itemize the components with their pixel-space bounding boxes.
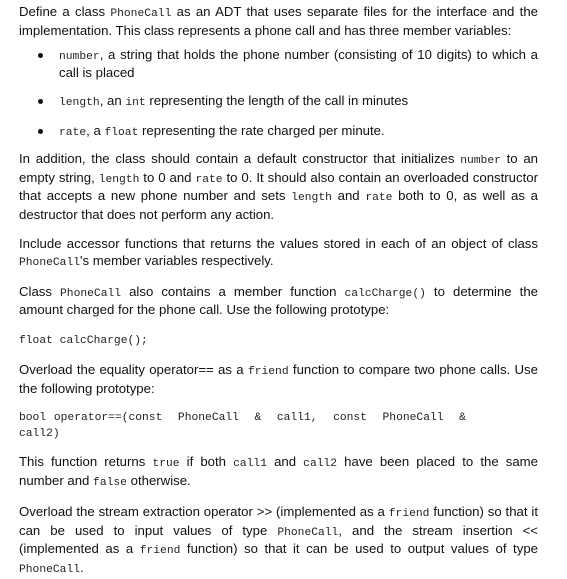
- text-run: , a: [86, 122, 105, 138]
- accessor-paragraph: [19, 236, 538, 272]
- text-run: representing the length of the call in minutes: [145, 93, 409, 109]
- code-phonecall: PhoneCall: [19, 256, 81, 269]
- text-run: to 0. It should also contain an overloaded constructor that accepts a new phone number and sets: [19, 169, 538, 204]
- bullet-icon: [38, 99, 43, 104]
- text-run: .: [80, 560, 84, 576]
- code-true: true: [152, 458, 180, 471]
- text-run: Class: [19, 283, 61, 299]
- text-run: to determine the amount charged for the phone call. Use the following prototype:: [19, 283, 539, 318]
- code-friend: friend: [247, 365, 289, 378]
- text-run: 's member variables respectively.: [80, 252, 274, 268]
- text-run: Overload the stream extraction operator >> (implemented as a: [19, 503, 389, 519]
- calccharge-prototype: [19, 331, 538, 350]
- text-run: , a string that holds the phone number (consisting of 10 digits) to which a call is placed: [59, 46, 538, 81]
- code-length: length: [59, 97, 100, 110]
- code-call1: call1: [233, 458, 267, 471]
- assignment-document: [19, 4, 538, 579]
- code-rate: rate: [59, 126, 87, 139]
- text-run: function) so that it can be used to output values of type: [180, 541, 538, 557]
- calccharge-paragraph: [19, 284, 538, 320]
- text-run: to 0 and: [139, 169, 196, 185]
- text-run: representing the rate charged per minute.: [138, 122, 385, 138]
- code-phonecall: PhoneCall: [60, 287, 122, 300]
- text-run: have been placed to the same number and: [19, 454, 538, 488]
- code-line: float calcCharge();: [19, 335, 148, 348]
- text-run: function) so that it can be used to input values of type: [19, 503, 539, 538]
- text-run: also contains a member function: [121, 283, 345, 299]
- text-run: , an: [99, 93, 126, 109]
- code-rate: rate: [195, 173, 223, 186]
- code-call2: call2: [303, 458, 338, 471]
- list-item-number: [19, 47, 538, 83]
- text-run: , and the stream insertion << (implemented as a: [19, 522, 538, 557]
- stream-operators-paragraph: [19, 504, 538, 579]
- code-rate: rate: [365, 192, 393, 205]
- code-phonecall: PhoneCall: [110, 8, 172, 20]
- text-run: Include accessor functions that returns the values stored in each of an object of class: [19, 235, 538, 251]
- member-variables-list: [19, 47, 538, 142]
- text-run: Overload the equality operator== as a: [19, 361, 248, 377]
- text-run: and: [266, 454, 304, 470]
- text-run: to an empty string,: [19, 150, 538, 185]
- code-false: false: [93, 476, 127, 489]
- code-phonecall: PhoneCall: [19, 564, 81, 577]
- text-run: both to 0, as well as a destructor that does not perform any action.: [19, 188, 538, 223]
- text-run: In addition, the class should contain a default constructor that initializes: [19, 150, 461, 166]
- intro-paragraph: [19, 4, 538, 40]
- code-calccharge: calcCharge(): [344, 287, 426, 300]
- text-run: and: [331, 188, 366, 204]
- code-friend: friend: [388, 507, 430, 520]
- text-run: as an ADT that uses separate files for the interface and the implementation. This class represents a phone call and has three member variables:: [19, 4, 538, 38]
- code-line: call2): [19, 428, 60, 441]
- code-length: length: [291, 192, 332, 205]
- text-run: Define a class: [19, 4, 111, 19]
- code-length: length: [98, 173, 140, 186]
- list-item-length: [19, 93, 538, 112]
- bullet-icon: [38, 53, 43, 58]
- equality-paragraph: [19, 362, 538, 398]
- code-float: float: [104, 126, 139, 139]
- code-number: number: [460, 154, 501, 167]
- returns-paragraph: [19, 454, 538, 492]
- text-run: if both: [179, 454, 234, 470]
- bullet-icon: [38, 129, 43, 134]
- code-line: bool operator==(const PhoneCall & call1, const PhoneCall &: [19, 411, 466, 424]
- code-phonecall: PhoneCall: [277, 526, 339, 539]
- code-friend: friend: [139, 545, 181, 558]
- code-int: int: [125, 97, 146, 110]
- equality-prototype: [19, 410, 538, 444]
- code-number: number: [59, 50, 100, 63]
- text-run: This function returns: [19, 454, 153, 470]
- constructor-paragraph: [19, 151, 538, 224]
- text-run: function to compare two phone calls. Use the following prototype:: [19, 361, 538, 396]
- text-run: otherwise.: [126, 472, 191, 488]
- list-item-rate: [19, 123, 538, 142]
